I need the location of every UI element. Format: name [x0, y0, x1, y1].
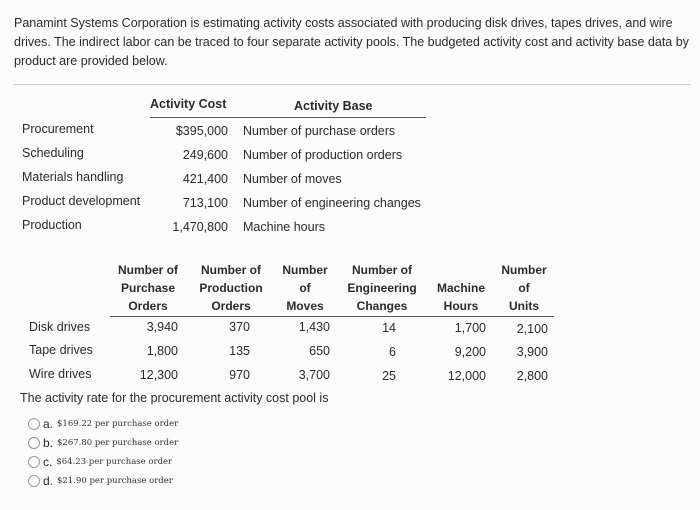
col-header-engineering-changes — [342, 261, 422, 315]
product-name: Wire drives — [29, 367, 92, 381]
option-letter: a. — [43, 417, 54, 431]
activity-cost: 421,400 — [182, 172, 228, 186]
activity-base: Number of moves — [243, 172, 342, 186]
cell-purchase-orders: 12,300 — [139, 368, 178, 382]
col-header-line: Changes — [356, 299, 408, 313]
option-d[interactable] — [28, 473, 173, 489]
col-header-line: Units — [509, 299, 539, 313]
col-header-line: Engineering — [347, 281, 417, 295]
activity-cost-header: Activity Cost — [150, 97, 227, 111]
cell-units: 2,100 — [516, 322, 548, 336]
col-header-line: Machine — [436, 281, 485, 295]
option-c[interactable] — [28, 454, 172, 470]
activity-cost: $395,000 — [175, 124, 228, 138]
option-letter: d. — [43, 474, 54, 488]
product-header-rule — [110, 316, 554, 317]
activity-base: Machine hours — [243, 220, 325, 234]
cell-machine-hours: 1,700 — [454, 321, 486, 335]
col-header-line: Production — [199, 281, 263, 295]
activity-cost: 249,600 — [182, 148, 228, 162]
product-name: Disk drives — [29, 320, 91, 334]
activity-cost: 713,100 — [182, 196, 228, 210]
option-text: $169.22 per purchase order — [57, 419, 179, 429]
cell-production-orders: 135 — [229, 344, 250, 358]
col-header-line: Hours — [443, 299, 479, 313]
col-header-units — [498, 261, 550, 315]
option-text: $21.90 per purchase order — [57, 476, 173, 486]
col-header-line: Purchase — [120, 281, 176, 295]
col-header-moves — [278, 261, 332, 315]
activity-name: Production — [22, 218, 82, 232]
cell-engineering-changes: 25 — [382, 369, 396, 383]
cell-units: 2,800 — [516, 369, 548, 383]
cell-machine-hours: 12,000 — [447, 369, 486, 383]
activity-base-header: Activity Base — [294, 99, 373, 113]
section-divider — [14, 84, 690, 85]
col-header-line: Number of — [201, 263, 261, 277]
option-letter: b. — [43, 436, 54, 450]
cell-moves: 1,430 — [298, 320, 330, 334]
cell-purchase-orders: 1,800 — [146, 344, 178, 358]
radio-icon[interactable] — [28, 437, 40, 449]
activity-name: Product development — [22, 194, 141, 208]
activity-cost: 1,470,800 — [172, 220, 228, 234]
option-text: $64.23 per purchase order — [56, 457, 173, 467]
cell-production-orders: 970 — [229, 368, 250, 382]
col-header-line: Number of — [352, 263, 412, 277]
option-b[interactable] — [28, 435, 178, 451]
col-header-purchase-orders — [110, 261, 186, 315]
activity-header-rule — [150, 117, 426, 118]
col-header-line: Orders — [211, 299, 251, 313]
col-header-line: of — [518, 281, 530, 295]
col-header-line: Number of — [118, 263, 178, 277]
col-header-machine-hours — [432, 279, 490, 315]
col-header-line: of — [299, 281, 311, 295]
activity-name: Materials handling — [22, 170, 124, 184]
option-a[interactable] — [28, 416, 178, 432]
product-name: Tape drives — [29, 343, 93, 357]
col-header-production-orders — [192, 261, 270, 315]
radio-icon[interactable] — [28, 418, 40, 430]
cell-moves: 650 — [309, 344, 330, 358]
activity-base: Number of engineering changes — [243, 196, 421, 210]
cell-engineering-changes: 14 — [382, 321, 396, 335]
option-letter: c. — [43, 455, 53, 469]
cell-units: 3,900 — [516, 345, 548, 359]
cell-engineering-changes: 6 — [389, 345, 396, 359]
activity-name: Scheduling — [22, 146, 84, 160]
activity-name: Procurement — [22, 122, 94, 136]
problem-intro: Panamint Systems Corporation is estimating activity costs associated with producing disk drives, tapes drives, and wire drives. The indirect labor can be traced to four separate activity pools. The budgeted activity cost and activity base data by product are provided below. — [14, 16, 689, 68]
activity-base: Number of purchase orders — [243, 124, 396, 138]
col-header-line: Number — [282, 263, 328, 277]
cell-purchase-orders: 3,940 — [146, 320, 178, 334]
col-header-line: Moves — [286, 299, 324, 313]
question-text: The activity rate for the procurement activity cost pool is — [20, 391, 329, 405]
activity-base: Number of production orders — [243, 148, 403, 162]
radio-icon[interactable] — [28, 475, 40, 487]
col-header-line: Number — [501, 263, 547, 277]
radio-icon[interactable] — [28, 456, 40, 468]
col-header-line: Orders — [128, 299, 168, 313]
option-text: $267.80 per purchase order — [57, 438, 179, 448]
cell-machine-hours: 9,200 — [454, 345, 486, 359]
cell-production-orders: 370 — [229, 320, 250, 334]
cell-moves: 3,700 — [298, 368, 330, 382]
